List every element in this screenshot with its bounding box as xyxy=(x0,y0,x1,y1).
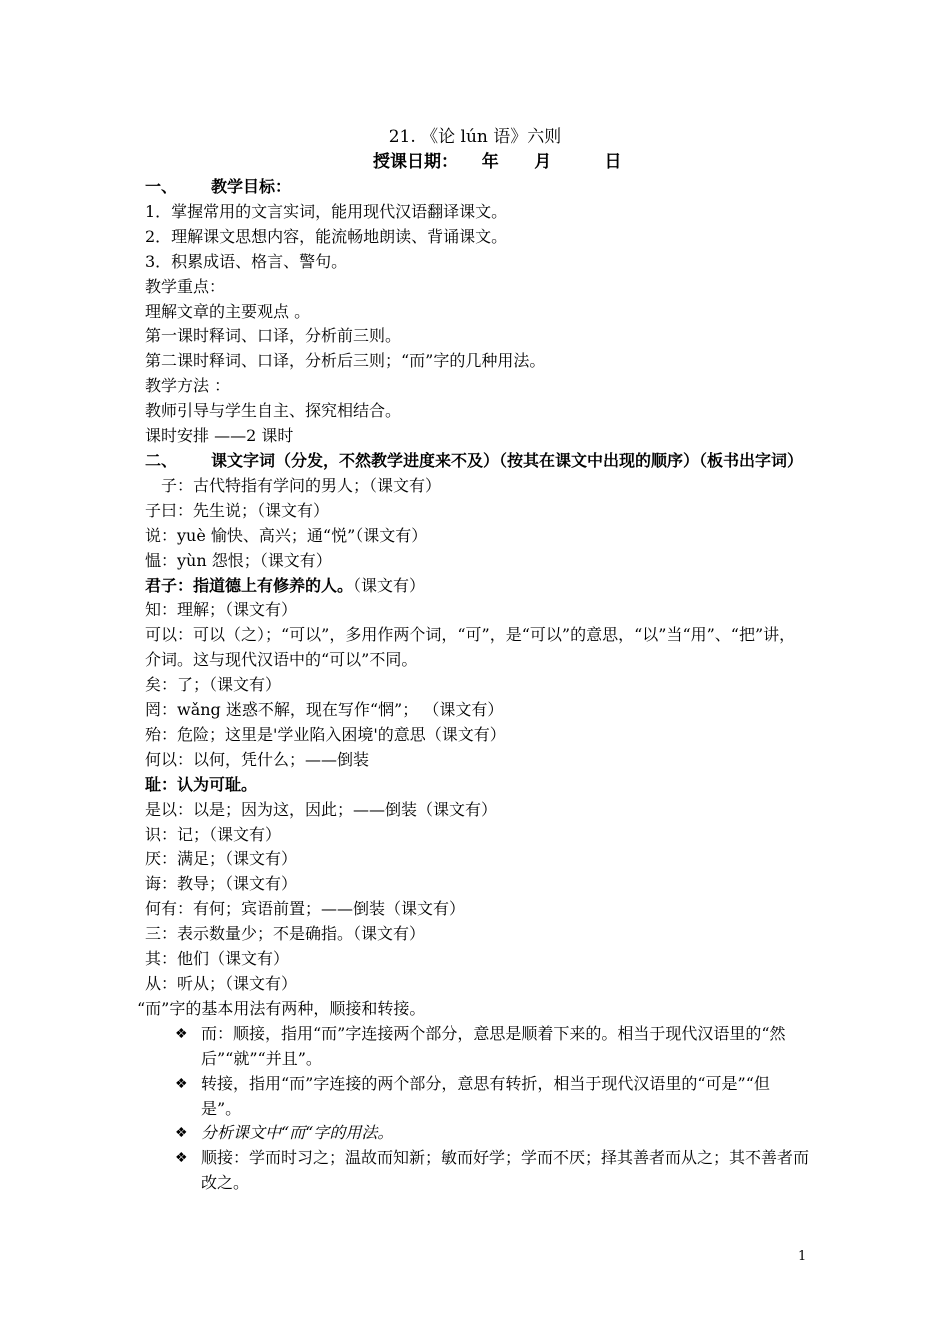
page-number: 1 xyxy=(798,1249,807,1264)
word-entry-junzi xyxy=(145,574,810,599)
word-entry: 其：他们（课文有） xyxy=(145,949,290,969)
list-item-text: 分析课文中“而“字的用法。 xyxy=(201,1123,394,1143)
word-entry: 厌：满足；（课文有） xyxy=(145,849,298,869)
diamond-bullet-icon: ❖ xyxy=(175,1125,188,1142)
section-heading-text: 课文字词（分发，不然教学进度来不及）（按其在课文中出现的顺序）（板书出字词） xyxy=(211,450,804,470)
word-entry: 是以：以是；因为这，因此；——倒装（课文有） xyxy=(145,799,498,819)
date-label: 授课日期： xyxy=(373,152,458,172)
goal-item: 1．掌握常用的文言实词，能用现代汉语翻译课文。 xyxy=(145,201,508,221)
er-usage-intro: “而”字的基本用法有两种，顺接和转接。 xyxy=(137,998,426,1018)
word-entry: 识：记；（课文有） xyxy=(145,824,282,844)
word-entry: 愠：yùn 怨恨；（课文有） xyxy=(145,550,332,570)
list-item-text: 转接，指用“而”字连接的两个部分，意思有转折，相当于现代汉语里的“可是”“但是”。 xyxy=(201,1073,770,1118)
lesson-plan-first: 第一课时释词、口译，分析前三则。 xyxy=(145,326,402,346)
date-month-label: 月 xyxy=(534,152,552,172)
word-entry: 子曰：先生说；（课文有） xyxy=(145,500,330,520)
list-item-text: 而：顺接，指用“而”字连接两个部分，意思是顺着下来的。相当于现代汉语里的“然后”“就”“并且”。 xyxy=(201,1023,786,1068)
section-number: 一、 xyxy=(145,177,178,196)
focus-label: 教学重点： xyxy=(145,276,226,296)
date-year-label: 年 xyxy=(481,152,499,172)
schedule-text: 课时安排 ——2 课时 xyxy=(145,426,294,446)
list-item xyxy=(145,1072,810,1122)
word-entry: 子：古代特指有学问的男人；（课文有） xyxy=(161,475,442,495)
teaching-date-line xyxy=(373,150,621,175)
word-entry: 何有：有何；宾语前置；——倒装（课文有） xyxy=(145,899,466,919)
diamond-bullet-icon: ❖ xyxy=(175,1025,188,1042)
list-item-text: 顺接：学而时习之；温故而知新；敏而好学；学而不厌；择其善者而从之；其不善者而改之。 xyxy=(201,1148,810,1193)
list-item xyxy=(145,1121,810,1146)
word-entry-note: （课文有） xyxy=(353,575,426,595)
lesson-title: 21. 《论 lún 语》六则 xyxy=(388,127,562,147)
method-text: 教师引导与学生自主、探究相结合。 xyxy=(145,401,402,421)
word-entry: 说：yuè 愉快、高兴；通“悦”（课文有） xyxy=(145,525,428,545)
word-entry-bold: 君子：指道德上有修养的人。 xyxy=(145,575,354,595)
word-entry: 可以：可以（之）；“可以”，多用作两个词，“可”，是“可以”的意思，“以”当“用”、“把”讲，介词。这与现代汉语中的“可以”不同。 xyxy=(145,625,796,670)
word-entry-chi: 耻：认为可耻。 xyxy=(145,774,258,794)
date-day-label: 日 xyxy=(604,152,622,172)
lesson-content xyxy=(137,175,810,1196)
word-entry: 矣：了；（课文有） xyxy=(145,675,282,695)
diamond-bullet-icon: ❖ xyxy=(175,1075,188,1092)
word-entry: 诲：教导；（课文有） xyxy=(145,874,298,894)
word-entry: 罔：wǎng 迷惑不解，现在写作“惘”； （课文有） xyxy=(145,700,504,720)
method-label: 教学方法 ： xyxy=(145,376,231,396)
er-usage-list xyxy=(145,1022,810,1196)
focus-text: 理解文章的主要观点 。 xyxy=(145,301,311,321)
lesson-plan-second: 第二课时释词、口译，分析后三则；“而”字的几种用法。 xyxy=(145,351,546,371)
list-item xyxy=(145,1146,810,1196)
word-entry: 三：表示数量少；不是确指。（课文有） xyxy=(145,924,426,944)
section-heading-text: 教学目标： xyxy=(211,177,292,196)
goal-item: 3．积累成语、格言、警句。 xyxy=(145,251,348,271)
diamond-bullet-icon: ❖ xyxy=(175,1150,188,1167)
section-heading-words xyxy=(145,449,810,474)
word-entry: 殆：危险；这里是'学业陷入困境'的意思（课文有） xyxy=(145,724,506,744)
goal-item: 2．理解课文思想内容，能流畅地朗读、背诵课文。 xyxy=(145,226,508,246)
word-entry: 从：听从；（课文有） xyxy=(145,974,298,993)
section-number: 二、 xyxy=(145,450,178,470)
section-heading-goals xyxy=(145,175,810,200)
word-entry: 知：理解；（课文有） xyxy=(145,600,298,620)
list-item xyxy=(145,1022,810,1072)
word-entry: 何以：以何，凭什么；——倒装 xyxy=(145,749,370,769)
